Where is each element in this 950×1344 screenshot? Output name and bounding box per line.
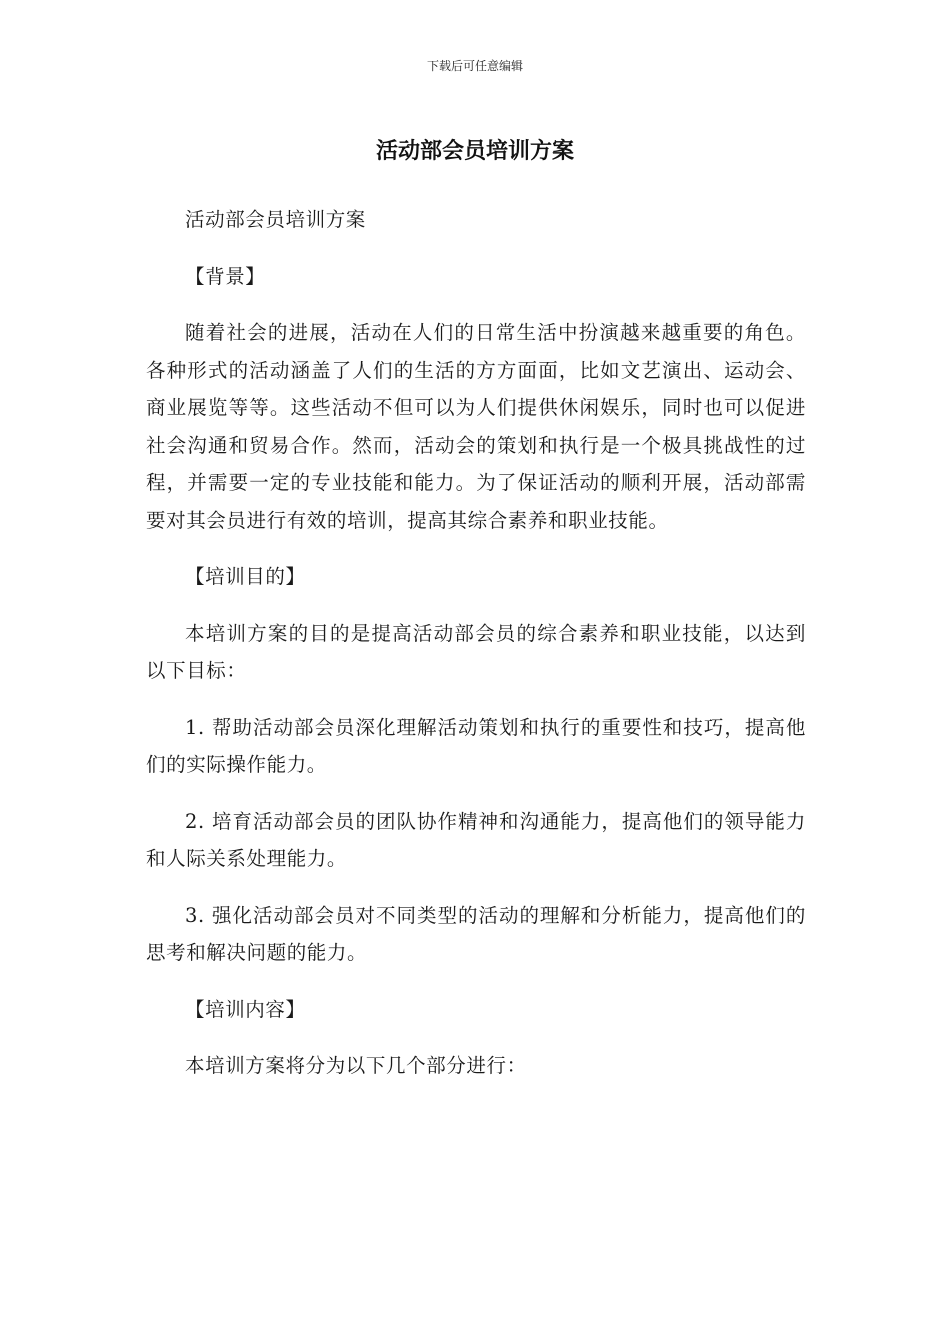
- purpose-paragraph: 本培训方案的目的是提高活动部会员的综合素养和职业技能，以达到以下目标：: [146, 621, 806, 682]
- background-paragraph: 随着社会的进展，活动在人们的日常生活中扮演越来越重要的角色。各种形式的活动涵盖了人们的生活的方方面面，比如文艺演出、运动会、商业展览等等。这些活动不但可以为人们提供休闲娱乐，同时也可以促进社会沟通和贸易合作。然而，活动会的策划和执行是一个极具挑战性的过程，并需要一定的专业技能和能力。为了保证活动的顺利开展，活动部需要对其会员进行有效的培训，提高其综合素养和职业技能。: [146, 321, 806, 532]
- section-heading-background: 【背景】: [185, 264, 266, 288]
- subtitle-paragraph: 活动部会员培训方案: [185, 208, 366, 231]
- section-heading-purpose: 【培训目的】: [185, 565, 306, 588]
- goal-item-2: 2. 培育活动部会员的团队协作精神和沟通能力，提高他们的领导能力和人际关系处理能力。: [146, 809, 806, 870]
- document-title: 活动部会员培训方案: [375, 139, 574, 164]
- goal-item-3: 3. 强化活动部会员对不同类型的活动的理解和分析能力，提高他们的思考和解决问题的能力。: [146, 903, 806, 964]
- content-intro-paragraph: 本培训方案将分为以下几个部分进行：: [185, 1054, 527, 1077]
- header-note: 下载后可任意编辑: [426, 59, 523, 73]
- document-body: [146, 201, 806, 1104]
- goal-item-1: 1. 帮助活动部会员深化理解活动策划和执行的重要性和技巧，提高他们的实际操作能力。: [146, 715, 806, 776]
- section-heading-content: 【培训内容】: [185, 997, 306, 1021]
